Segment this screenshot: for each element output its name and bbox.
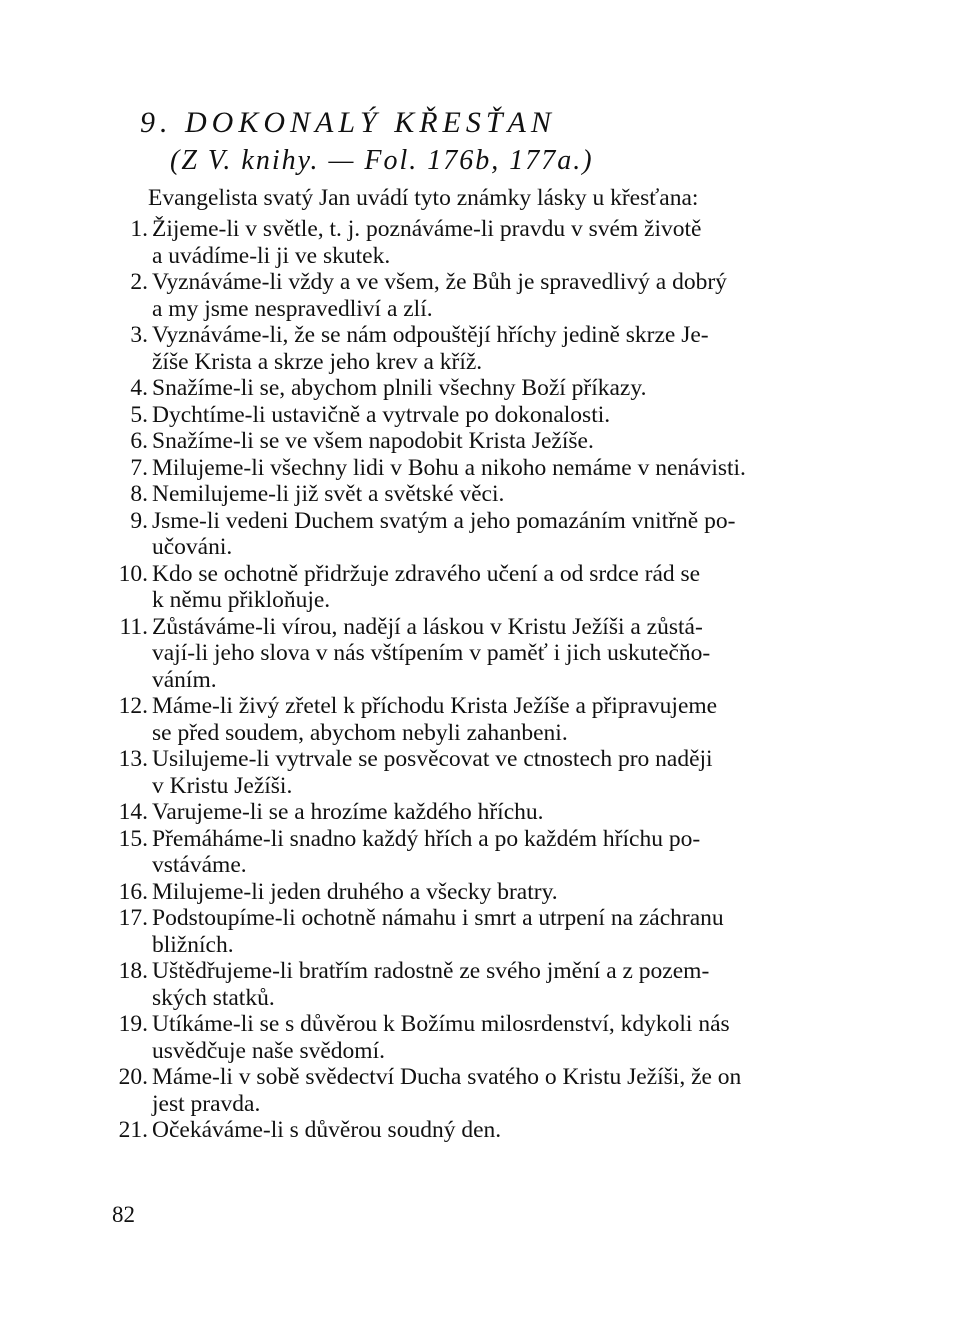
list-item-text [148,1064,850,1117]
list-item-line: váním. [152,666,217,693]
list-item-number: 2. [130,269,148,295]
list-item-number: 9. [130,507,148,534]
list-item-text [148,481,850,508]
list-item-line: Milujeme-li jeden druhého a všecky bratry. [152,878,558,905]
list-item-line: Uštědřujeme-li bratřím radostně ze svého jmění a z pozem- [152,958,710,984]
list-item-text [148,561,850,614]
list-item-text [148,216,850,269]
list-item-line: Žijeme-li v světle, t. j. poznáváme-li pravdu v svém životě [152,216,702,242]
list-item-number: 7. [130,454,148,481]
list-item-line: vají-li jeho slova v nás vštípením v paměť i jich uskutečňo- [152,640,711,666]
list-item-line: Jsme-li vedeni Duchem svatým a jeho pomazáním vnitřně po- [152,507,736,534]
list-item-line: Vyznáváme-li, že se nám odpouštějí hříchy jedině skrze Je- [152,322,709,348]
list-item-text [148,614,850,694]
list-item-number: 10. [118,560,148,587]
list-item [104,1011,850,1064]
list-item-line: v Kristu Ježíši. [152,772,293,799]
list-item [104,799,850,826]
list-item-number: 1. [130,216,148,242]
list-item-line: a uvádíme-li ji ve skutek. [152,242,391,269]
list-item-line: se před soudem, abychom nebyli zahanbeni. [152,719,568,746]
chapter-title: 9. DOKONALÝ KŘESŤAN [140,106,556,139]
list-item-line: Přemáháme-li snadno každý hřích a po každém hříchu po- [152,825,701,852]
list-item-text [148,428,850,455]
list-item-text [148,269,850,322]
list-item-line: učováni. [152,534,233,560]
list-item [104,879,850,906]
list-item-line: Očekáváme-li s důvěrou soudný den. [152,1117,502,1143]
list-item-number: 4. [130,375,148,401]
list-item-text [148,799,850,826]
signs-list [104,216,850,1144]
page-number: 82 [112,1202,135,1227]
list-item-text [148,322,850,375]
list-item [104,508,850,561]
list-item [104,693,850,746]
list-item-text [148,693,850,746]
list-item [104,1117,850,1144]
list-item-line: Kdo se ochotně přidržuje zdravého učení a od srdce rád se [152,560,701,587]
list-item-line: usvědčuje naše svědomí. [152,1037,385,1064]
list-item-line: a my jsme nespravedliví a zlí. [152,295,433,322]
list-item-line: vstáváme. [152,852,247,878]
list-item-line: bližních. [152,931,234,958]
list-item-line: Milujeme-li všechny lidi v Bohu a nikoho nemáme v nenávisti. [152,454,746,481]
intro-paragraph: Evangelista svatý Jan uvádí tyto známky lásky u křesťana: [148,185,699,211]
list-item [104,322,850,375]
list-item-line: Vyznáváme-li vždy a ve všem, že Bůh je spravedlivý a dobrý [152,269,727,295]
list-item-number: 11. [119,613,148,640]
list-item-line: Zůstáváme-li vírou, nadějí a láskou v Kristu Ježíši a zůstá- [152,613,703,640]
list-item [104,614,850,694]
list-item-number: 3. [130,322,148,348]
list-item-line: Máme-li v sobě svědectví Ducha svatého o Kristu Ježíši, že on [152,1064,742,1090]
list-item-number: 15. [118,825,148,852]
list-item [104,746,850,799]
list-item-number: 5. [130,401,148,428]
list-item-line: Podstoupíme-li ochotně námahu i smrt a utrpení na záchranu [152,905,724,931]
list-item [104,269,850,322]
list-item-line: Dychtíme-li ustavičně a vytrvale po dokonalosti. [152,401,611,428]
list-item [104,428,850,455]
list-item-text [148,746,850,799]
list-item-line: žíše Krista a skrze jeho krev a kříž. [152,348,483,375]
list-item-line: Snažíme-li se ve všem napodobit Krista Ježíše. [152,428,594,454]
list-item-number: 19. [118,1011,148,1037]
list-item-number: 20. [118,1064,148,1090]
list-item [104,455,850,482]
list-item-text [148,905,850,958]
list-item-text [148,402,850,429]
list-item-number: 6. [130,428,148,454]
list-item-number: 17. [118,905,148,931]
list-item [104,958,850,1011]
list-item [104,402,850,429]
list-item-number: 16. [118,878,148,905]
list-item-line: jest pravda. [152,1090,261,1117]
list-item-line: Utíkáme-li se s důvěrou k Božímu milosrdenství, kdykoli nás [152,1011,730,1037]
chapter-heading [140,104,840,180]
list-item-text [148,455,850,482]
list-item-text [148,508,850,561]
list-item-line: Nemilujeme-li již svět a světské věci. [152,481,505,507]
list-item-line: ských statků. [152,984,275,1011]
list-item-text [148,879,850,906]
list-item [104,375,850,402]
list-item-number: 21. [118,1117,148,1143]
list-item-text [148,826,850,879]
list-item [104,216,850,269]
list-item-text [148,375,850,402]
list-item [104,905,850,958]
list-item-line: Máme-li živý zřetel k příchodu Krista Ježíše a připravujeme [152,693,718,719]
list-item-line: Usilujeme-li vytrvale se posvěcovat ve ctnostech pro naději [152,746,713,772]
list-item-line: Snažíme-li se, abychom plnili všechny Boží příkazy. [152,375,647,401]
list-item-line: k němu přikloňuje. [152,587,331,613]
list-item-number: 18. [118,958,148,984]
list-item [104,481,850,508]
list-item-text [148,958,850,1011]
list-item [104,1064,850,1117]
list-item-number: 12. [118,693,148,719]
list-item-number: 8. [130,481,148,507]
list-item-text [148,1117,850,1144]
list-item [104,561,850,614]
list-item-line: Varujeme-li se a hrozíme každého hříchu. [152,799,544,825]
chapter-source: (Z V. knihy. — Fol. 176b, 177a.) [170,145,594,176]
list-item-text [148,1011,850,1064]
list-item-number: 14. [118,799,148,825]
list-item-number: 13. [118,746,148,772]
list-item [104,826,850,879]
